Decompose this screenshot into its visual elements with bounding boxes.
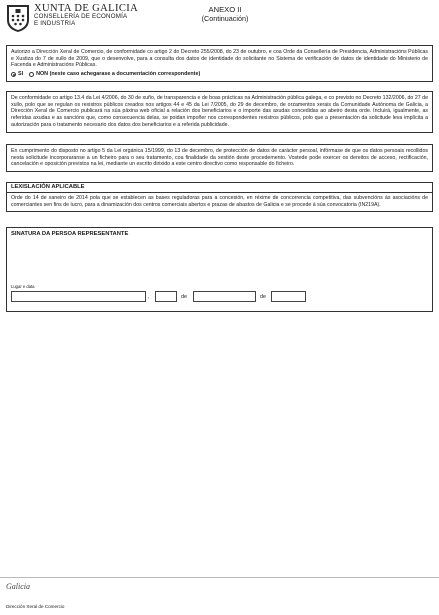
de-label-1: de	[181, 294, 187, 300]
year-field[interactable]	[271, 291, 306, 302]
galicia-logo: Galicia	[6, 582, 30, 591]
place-comma: ,	[148, 294, 150, 300]
org-sub-line-1: CONSELLERÍA DE ECONOMÍA	[34, 13, 128, 20]
month-field[interactable]	[193, 291, 256, 302]
org-name: XUNTA DE GALICIA	[34, 3, 139, 14]
signature-title: SINATURA DA PERSOA REPRESENTANTE	[11, 231, 129, 237]
transparency-text: De conformidade co artigo 13.4 da Lei 4/2006, do 30 de xuño, de transparencia e de boas prácticas na Administración pública galega, e co previsto no Decreto 132/2006, do 27 de xullo, polo que se regulan os rexistros públicos creados nos artigos 44 e 45 da Lei 7/2005, do 29 de decembro, de orzamentos xerais da Comunidade Autónoma de Galicia, a Dirección Xeral de Comercio publicará na súa páxina web oficial a relación dos beneficiarios e o importe das axudas concedidas ao abeiro desta orde. Incluirá, igualmente, as referidas axudas e as sancións que, como consecuencia delas, se poidan impoñer nos correspondentes rexistros públicos, polo que a presentación da solicitude leva implícita a autorización para o tratamento necesario dos datos dos beneficiarios e a referida publicidade.	[11, 95, 428, 128]
consent-no-label: NON (neste caso achegarase a documentación correspondente)	[36, 71, 201, 78]
annex-subtitle: (Continuación)	[201, 14, 249, 23]
place-field[interactable]	[11, 291, 146, 302]
consent-yes-option[interactable]	[11, 71, 23, 78]
org-sub-line-2: E INDUSTRIA	[34, 19, 76, 27]
xunta-shield-logo	[5, 3, 31, 33]
data-protection-text: En cumprimento do disposto no artigo 5 da Lei orgánica 15/1999, do 13 de decembro, de protección de datos de carácter persoal, infórmase de que os datos persoais recollidos nesta solicitude incorporaranse a un ficheiro para o seu tratamento, coa finalidade da xestión deste procedemento. Vostede pode exercer os dereitos de acceso, rectificación, cancelación e oposición previstos na lei, mediante un escrito dirixido a este centro directivo como responsable do ficheiro.	[11, 148, 428, 168]
legislation-section	[6, 182, 433, 212]
consent-options	[11, 71, 428, 78]
legislation-text: Orde do 14 de xaneiro de 2014 pola que se establecen as bases reguladoras para a concesión, en réxime de concorrencia competitiva, das subvencións ás asociacións de comerciantes sen fins de lucro, para a dinamización dos centros comerciais abertos e prazas de abastos de Galicia e se procede á súa convocatoria (IN219A).	[11, 195, 428, 208]
consent-no-option[interactable]	[29, 71, 200, 78]
document-header	[5, 3, 434, 35]
annex-heading	[185, 5, 265, 23]
place-date-label: Lugar e data	[11, 284, 35, 289]
consent-text: Autorizo a Dirección Xeral de Comercio, de conformidade co artigo 2 do Decreto 255/2008, do 23 de outubro, e coa Orde da Consellería de Presidencia, Administracións Públicas e Xustiza do 7 de xullo de 2009, que o desenvolve, para a consulta dos datos de identidade do solicitante no Sistema de verificación de datos de identidade do Ministerio de Facenda e Administracións Públicas.	[11, 49, 428, 69]
signature-section	[6, 227, 433, 312]
footer-department: Dirección Xeral de Comercio	[6, 604, 65, 609]
organization-block	[34, 3, 138, 27]
consent-section	[6, 45, 433, 82]
de-label-2: de	[260, 294, 266, 300]
annex-title: ANEXO II	[208, 5, 242, 14]
transparency-section	[6, 91, 433, 133]
footer-divider	[0, 577, 439, 578]
legislation-title: LEXISLACIÓN APLICABLE	[7, 183, 432, 193]
data-protection-section	[6, 144, 433, 172]
radio-checked-icon[interactable]	[11, 72, 16, 77]
day-field[interactable]	[155, 291, 177, 302]
consent-yes-label: SI	[18, 71, 24, 78]
radio-unchecked-icon[interactable]	[29, 72, 34, 77]
